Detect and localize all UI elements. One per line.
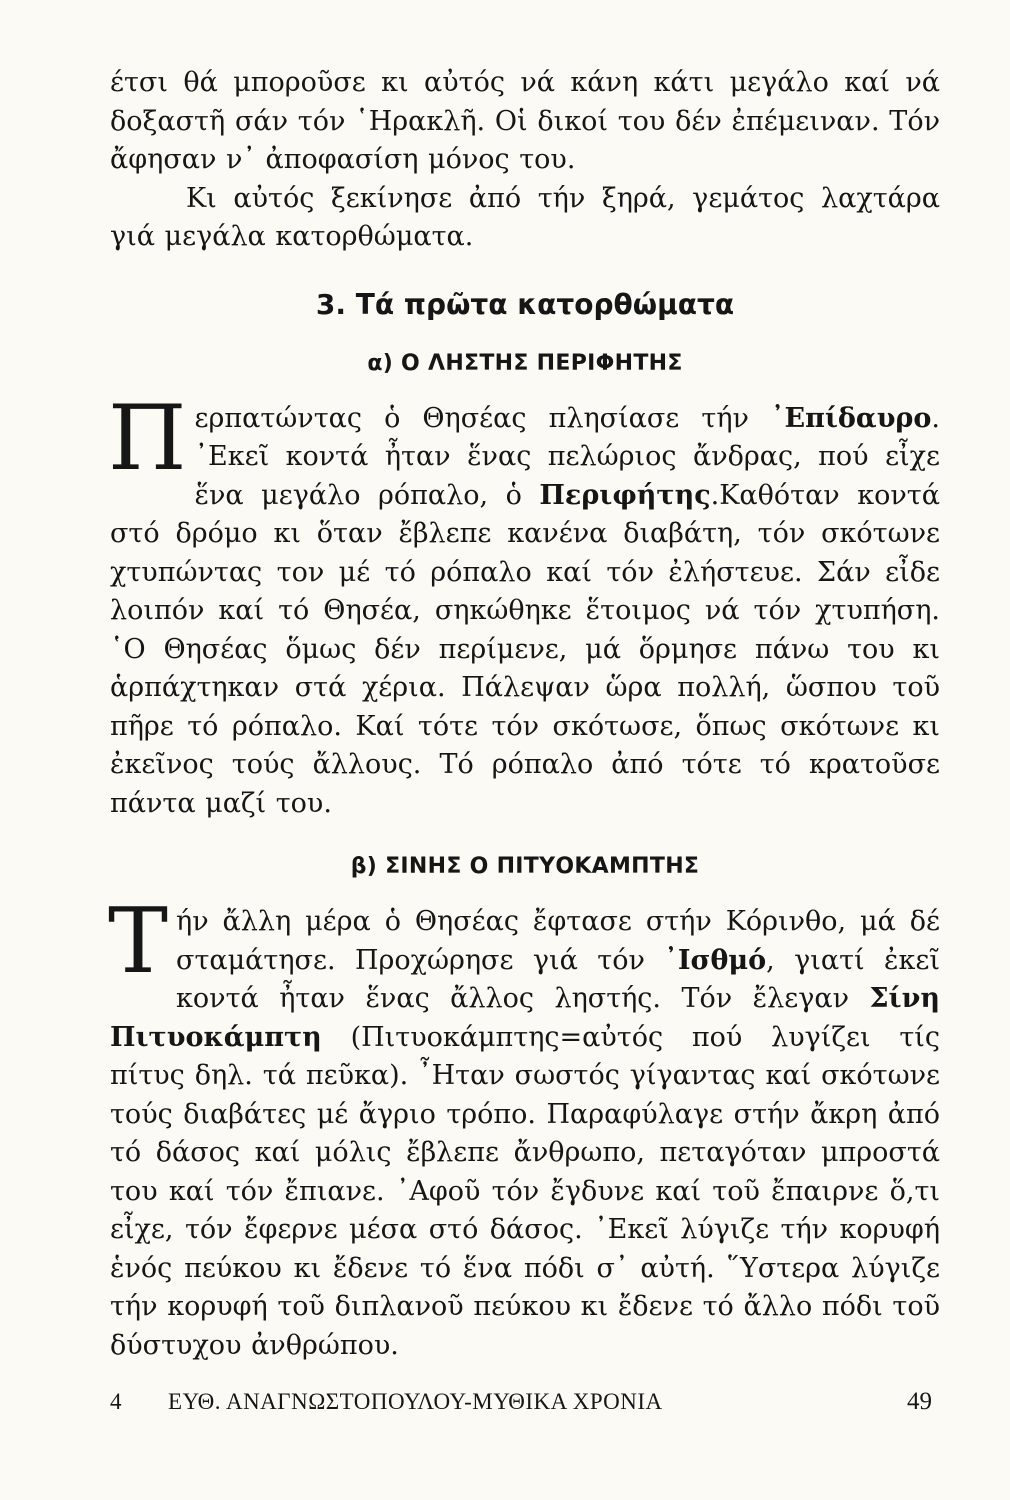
intro-paragraph-1: έτσι θά μποροῦσε κι αὐτός νά κάνη κάτι μεγάλο καί νά δοξαστῆ σάν τόν ῾Ηρακλῆ. Οἱ δικοί του δέν ἐπέμειναν. Τόν ἄφησαν ν᾽ ἀποφασίση μόνος του. — [110, 67, 940, 175]
page-number: 49 — [907, 1388, 932, 1415]
dropcap-letter-b: Τ — [108, 889, 169, 994]
subsection-heading-a: α) Ο ΛΗΣΤΗΣ ΠΕΡΙΦΗΤΗΣ — [367, 350, 683, 376]
sinis-name: Σίνη Πιτυοκάμπτη — [110, 983, 940, 1053]
periphetes-text-1: ερπατώντας ὁ Θησέας πλησίασε τήν — [194, 402, 771, 434]
page-footer — [110, 1385, 940, 1419]
paragraph-periphetes — [108, 385, 940, 824]
isthmus-name: ᾽Ισθμό — [664, 944, 767, 976]
signature-mark: 4 — [110, 1389, 122, 1414]
sinis-text-3: (Πιτυοκάμπτης=αὐτός πού λυγίζει τίς πίτυς δηλ. τά πεῦκα). ῏Ηταν σωστός γίγαντας καί σκότωνε τούς διαβάτες μέ ἄγριο τρόπο. Παραφύλαγε στήν ἄκρη ἀπό τό δάσος καί μόλις ἔβλεπε ἄνθρωπο, πεταγόταν μπροστά του καί τόν ἔπιανε. ᾽Αφοῦ τόν ἔγδυνε καί τοῦ ἔπαιρνε ὅ,τι εἶχε, τόν ἔφερνε μέσα στό δάσος. ᾽Εκεῖ λύγιζε τήν κορυφή ἑνός πεύκου κι ἔδενε τό ἕνα πόδι σ᾽ αὐτή. ῞Υστερα λύγιζε τήν κορυφή τοῦ διπλανοῦ πεύκου κι ἔδενε τό ἄλλο πόδι τοῦ δύστυχου ἀνθρώπου. — [110, 1021, 940, 1361]
subsection-heading-b: β) ΣΙΝΗΣ Ο ΠΙΤΥΟΚΑΜΠΤΗΣ — [350, 854, 700, 879]
sinis-text-1: ήν ἄλλη μέρα ὁ Θησέας ἔφτασε στήν Κόρινθο, μά δέ σταμάτησε. Προχώρησε γιά τόν — [176, 906, 940, 976]
running-title: ΕΥΘ. ΑΝΑΓΝΩΣΤΟΠΟΥΛΟΥ-ΜΥΘΙΚΑ ΧΡΟΝΙΑ — [168, 1389, 663, 1414]
text-column — [110, 64, 940, 1365]
sinis-text-2: , γιατί ἐκεῖ κοντά ἦταν ἕνας ἄλλος ληστής. Τόν ἔλεγαν — [176, 944, 940, 1014]
epidauros-name: ᾽Επίδαυρο — [771, 402, 932, 434]
section-heading: 3. Τά πρῶτα κατορθώματα — [315, 287, 735, 321]
periphetes-name: Περιφήτης — [539, 479, 711, 511]
paragraph-sinis — [108, 889, 940, 1365]
periphetes-text-2: . ᾽Εκεῖ κοντά ἦταν ἕνας πελώριος ἄνδρας, πού εἶχε ἕνα μεγάλο ρόπαλο, ὁ — [194, 402, 940, 511]
intro-paragraph-2: Κι αὐτός ξεκίνησε ἀπό τήν ξηρά, γεμάτος λαχτάρα γιά μεγάλα κατορθώματα. — [110, 182, 940, 252]
dropcap-letter-a: Π — [108, 385, 187, 491]
periphetes-text-3: .Καθόταν κοντά στό δρόμο κι ὅταν ἔβλεπε κανένα διαβάτη, τόν σκότωνε χτυπώντας τον μέ τό ρόπαλο καί τόν ἐλήστευε. Σάν εἶδε λοιπόν καί τό Θησέα, σηκώθηκε ἕτοιμος νά τόν χτυπήση. ῾Ο Θησέας ὅμως δέν περίμενε, μά ὅρμησε πάνω του κι ἁρπάχτηκαν στά χέρια. Πάλεψαν ὥρα πολλή, ὥσπου τοῦ πῆρε τό ρόπαλο. Καί τότε τόν σκότωσε, ὅπως σκότωνε κι ἐκεῖνος τούς ἄλλους. Τό ρόπαλο ἀπό τότε τό κρατοῦσε πάντα μαζί του. — [110, 479, 940, 819]
